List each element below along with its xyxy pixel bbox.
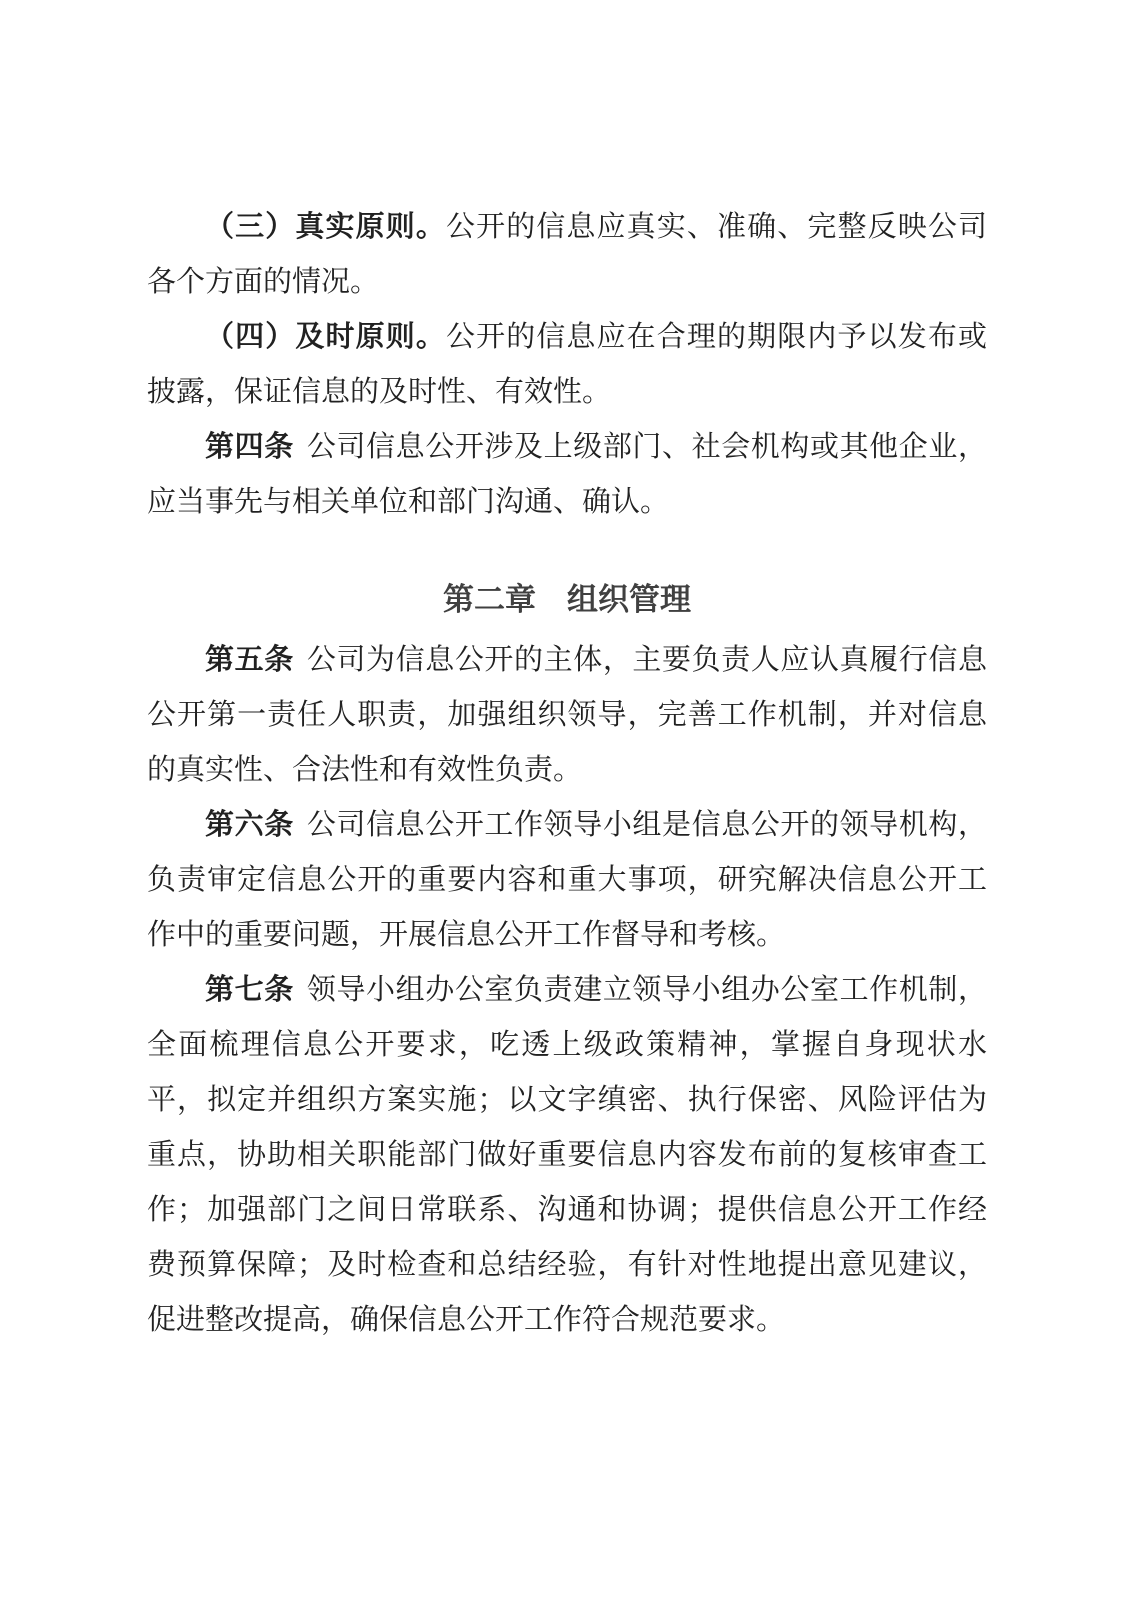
clause-text: 公开的信息应真实、准确、完整反映公司各个方面的情况。 xyxy=(147,211,987,298)
article-text: 公司信息公开涉及上级部门、社会机构或其他企业，应当事先与相关单位和部门沟通、确认。 xyxy=(147,431,987,518)
clause-paragraph xyxy=(147,200,987,310)
article-paragraph xyxy=(147,420,987,530)
article-text: 公司信息公开工作领导小组是信息公开的领导机构，负责审定信息公开的重要内容和重大事项，研究解决信息公开工作中的重要问题，开展信息公开工作督导和考核。 xyxy=(147,809,987,951)
article-text: 领导小组办公室负责建立领导小组办公室工作机制，全面梳理信息公开要求，吃透上级政策精神，掌握自身现状水平，拟定并组织方案实施；以文字缜密、执行保密、风险评估为重点，协助相关职能部门做好重要信息内容发布前的复核审查工作；加强部门之间日常联系、沟通和协调；提供信息公开工作经费预算保障；及时检查和总结经验，有针对性地提出意见建议，促进整改提高，确保信息公开工作符合规范要求。 xyxy=(147,974,987,1336)
document-body xyxy=(147,200,987,1348)
article-number: 第四条 xyxy=(205,431,294,463)
article-number: 第五条 xyxy=(205,644,294,676)
article-paragraph xyxy=(147,963,987,1348)
article-text: 公司为信息公开的主体，主要负责人应认真履行信息公开第一责任人职责，加强组织领导，完善工作机制，并对信息的真实性、合法性和有效性负责。 xyxy=(147,644,987,786)
article-number: 第七条 xyxy=(205,974,294,1006)
clause-text: 公开的信息应在合理的期限内予以发布或披露，保证信息的及时性、有效性。 xyxy=(147,321,987,408)
article-number: 第六条 xyxy=(205,809,294,841)
article-paragraph xyxy=(147,798,987,963)
clause-lead: （三）真实原则。 xyxy=(205,211,446,243)
chapter-heading: 第二章 组织管理 xyxy=(443,582,691,617)
article-paragraph xyxy=(147,633,987,798)
clause-lead: （四）及时原则。 xyxy=(205,321,446,353)
clause-paragraph xyxy=(147,310,987,420)
